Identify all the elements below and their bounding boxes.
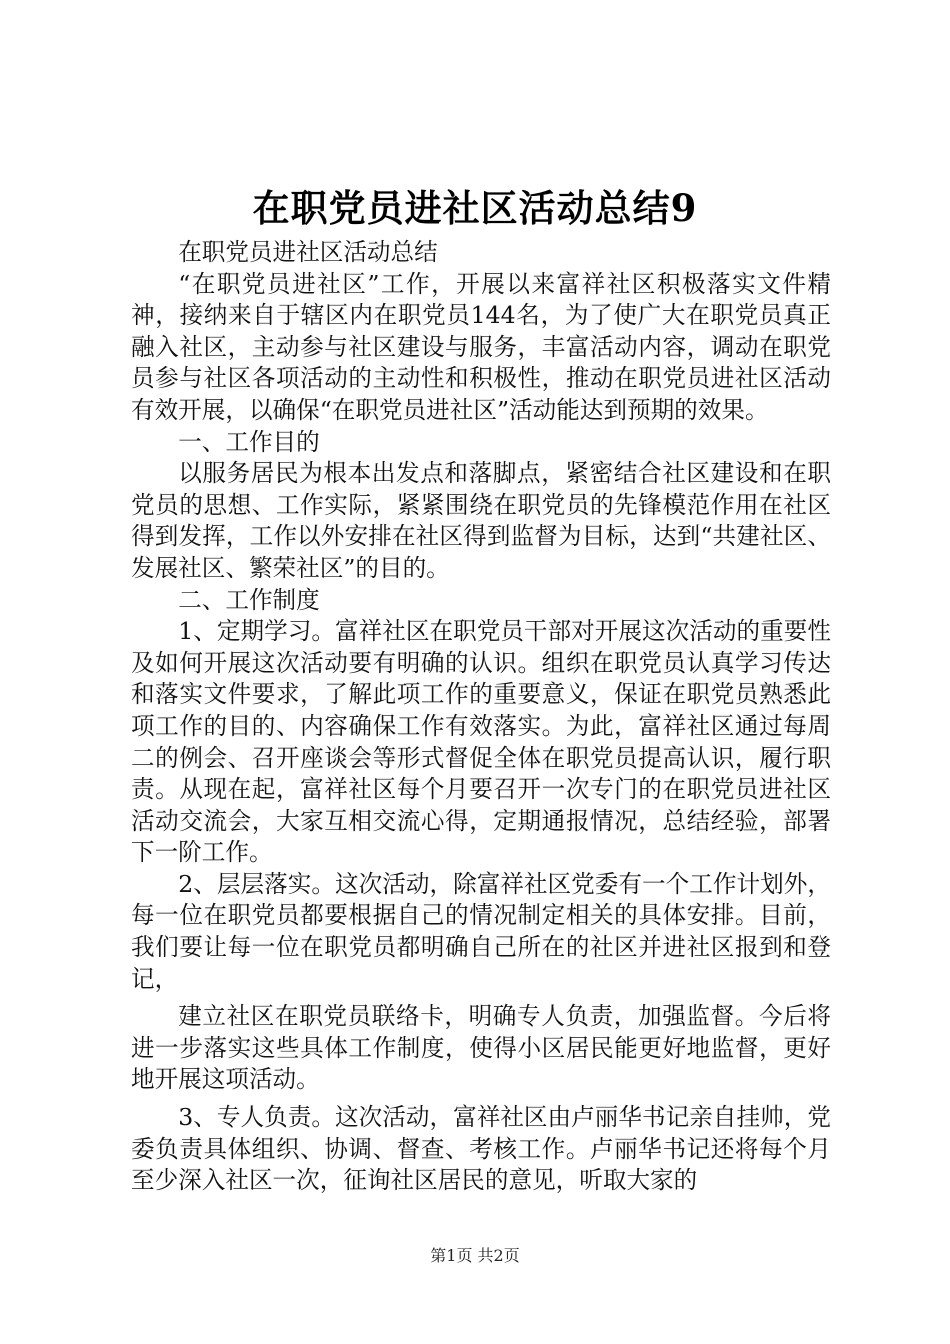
section-heading-purpose: 一、工作目的 [178, 427, 320, 456]
body-paragraph-purpose: 以服务居民为根本出发点和落脚点，紧密结合社区建设和在职党员的思想、工作实际，紧紧围绕在职党员的先锋模范作用在社区得到发挥，工作以外安排在社区得到监督为目标，达到“共建社区、发展社区、繁荣社区”的目的。 [131, 459, 831, 582]
body-paragraph-liaison: 建立社区在职党员联络卡，明确专人负责，加强监督。今后将进一步落实这些具体工作制度，使得小区居民能更好地监督，更好地开展这项活动。 [131, 1002, 831, 1094]
page-footer: 第1页 共2页 [430, 1246, 520, 1265]
body-paragraph-responsibility: 3、专人负责。这次活动，富祥社区由卢丽华书记亲自挂帅，党委负责具体组织、协调、督查、考核工作。卢丽华书记还将每个月至少深入社区一次，征询社区居民的意见，听取大家的 [131, 1103, 831, 1195]
body-paragraph-study: 1、定期学习。富祥社区在职党员干部对开展这次活动的重要性及如何开展这次活动要有明确的认识。组织在职党员认真学习传达和落实文件要求，了解此项工作的重要意义，保证在职党员熟悉此项工作的目的、内容确保工作有效落实。为此，富祥社区通过每周二的例会、召开座谈会等形式督促全体在职党员提高认识，履行职责。从现在起，富祥社区每个月要召开一次专门的在职党员进社区活动交流会，大家互相交流心得，定期通报情况，总结经验，部署下一阶工作。 [131, 617, 831, 867]
body-paragraph-heading: 在职党员进社区活动总结 [178, 238, 438, 266]
body-paragraph-implementation: 2、层层落实。这次活动，除富祥社区党委有一个工作计划外，每一位在职党员都要根据自己的情况制定相关的具体安排。目前，我们要让每一位在职党员都明确自己所在的社区并进社区报到和登记， [131, 869, 831, 993]
document-body [131, 237, 831, 1197]
section-heading-system: 二、工作制度 [178, 585, 320, 614]
body-paragraph-intro: “在职党员进社区”工作，开展以来富祥社区积极落实文件精神，接纳来自于辖区内在职党员144名，为了使广大在职党员真正融入社区，主动参与社区建设与服务，丰富活动内容，调动在职党员参与社区各项活动的主动性和积极性，推动在职党员进社区活动有效开展，以确保“在职党员进社区”活动能达到预期的效果。 [131, 269, 831, 424]
document-title: 在职党员进社区活动总结9 [252, 186, 698, 230]
